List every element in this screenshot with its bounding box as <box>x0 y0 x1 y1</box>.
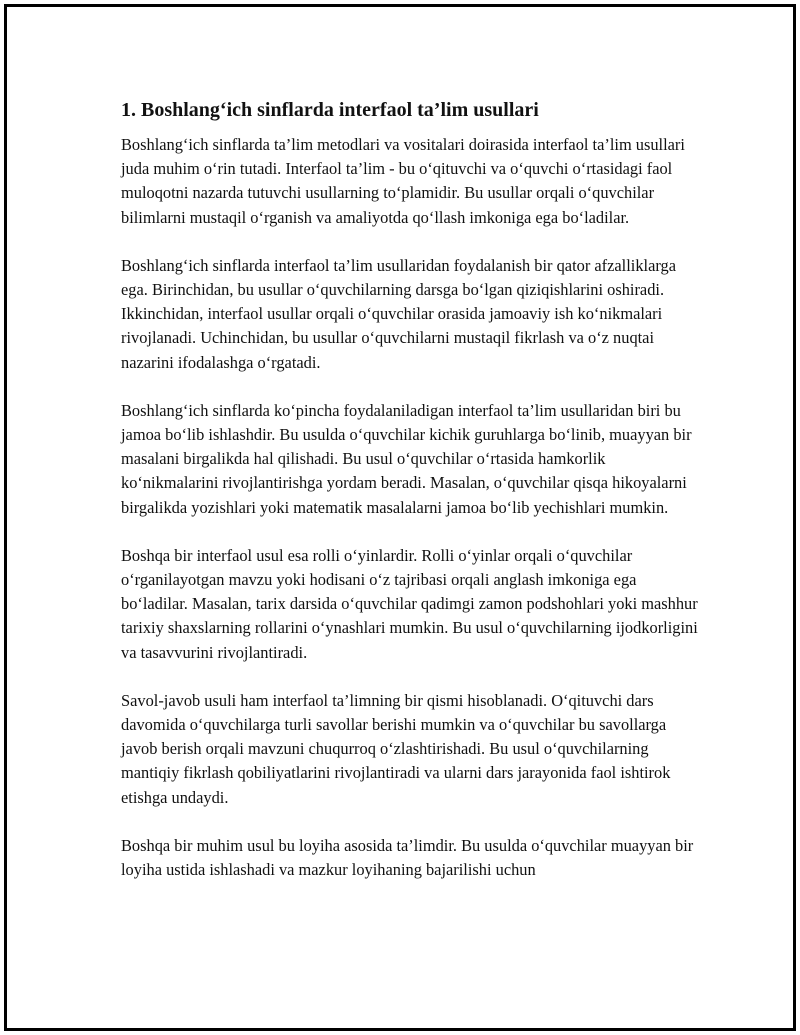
paragraph-loyiha-talim: Boshqa bir muhim usul bu loyiha asosida ta’limdir. Bu usulda o‘quvchilar muayyan bir loyiha ustida ishlashadi va mazkur loyihaning bajarilishi uchun <box>121 835 694 880</box>
document-page <box>4 4 796 1031</box>
paragraph-jamoa-ishlash: Boshlang‘ich sinflarda ko‘pincha foydalaniladigan interfaol ta’lim usullaridan biri bu jamoa bo‘lib ishlashdir. Bu usulda o‘quvchilar kichik guruhlarga bo‘linib, muayyan bir masalani birgalikda hal qilishadi. Bu usul o‘quvchilar o‘rtasida hamkorlik ko‘nikmalarini rivojlantirishga yordam beradi. Masalan, o‘quvchilar qisqa hikoyalarni birgalikda yozishlari yoki matematik masalalarni jamoa bo‘lib yechishlari mumkin. <box>121 400 692 517</box>
paragraph-afzalliklar: Boshlang‘ich sinflarda interfaol ta’lim usullaridan foydalanish bir qator afzalliklarga ega. Birinchidan, bu usullar o‘quvchilarning darsga bo‘lgan qiziqishlarini oshiradi. Ikkinchidan, interfaol usullar orqali o‘quvchilar orasida jamoaviy ish ko‘nikmalari rivojlanadi. Uchinchidan, bu usullar o‘quvchilarni mustaqil fikrlash va o‘z nuqtai nazarini ifodalashga o‘rgatadi. <box>121 255 676 372</box>
paragraph-interfaol-intro: Boshlang‘ich sinflarda ta’lim metodlari va vositalari doirasida interfaol ta’lim usullari juda muhim o‘rin tutadi. Interfaol ta’lim - bu o‘qituvchi va o‘quvchi o‘rtasidagi faol muloqotni nazarda tutuvchi usullarning to‘plamidir. Bu usullar orqali o‘quvchilar bilimlarni mustaqil o‘rganish va amaliyotda qo‘llash imkoniga ega bo‘ladilar. <box>121 135 685 227</box>
document-body <box>121 97 701 882</box>
section-heading: 1. Boshlang‘ich sinflarda interfaol ta’lim usullari <box>121 99 539 121</box>
paragraph-rolli-oyinlar: Boshqa bir interfaol usul esa rolli o‘yinlardir. Rolli o‘yinlar orqali o‘quvchilar o‘rganilayotgan mavzu yoki hodisani o‘z tajribasi orqali anglash imkoniga ega bo‘ladilar. Masalan, tarix darsida o‘quvchilar qadimgi zamon podshohlari yoki mashhur tarixiy shaxslarning rollarini o‘ynashlari mumkin. Bu usul o‘quvchilarning ijodkorligini va tasavvurini rivojlantiradi. <box>121 545 698 662</box>
paragraph-savol-javob: Savol-javob usuli ham interfaol ta’limning bir qismi hisoblanadi. O‘qituvchi dars davomida o‘quvchilarga turli savollar berishi mumkin va o‘quvchilar bu savollarga javob berish orqali mavzuni chuqurroq o‘zlashtirishadi. Bu usul o‘quvchilarning mantiqiy fikrlash qobiliyatlarini rivojlantiradi va ularni dars jarayonida faol ishtirok etishga undaydi. <box>121 690 671 807</box>
